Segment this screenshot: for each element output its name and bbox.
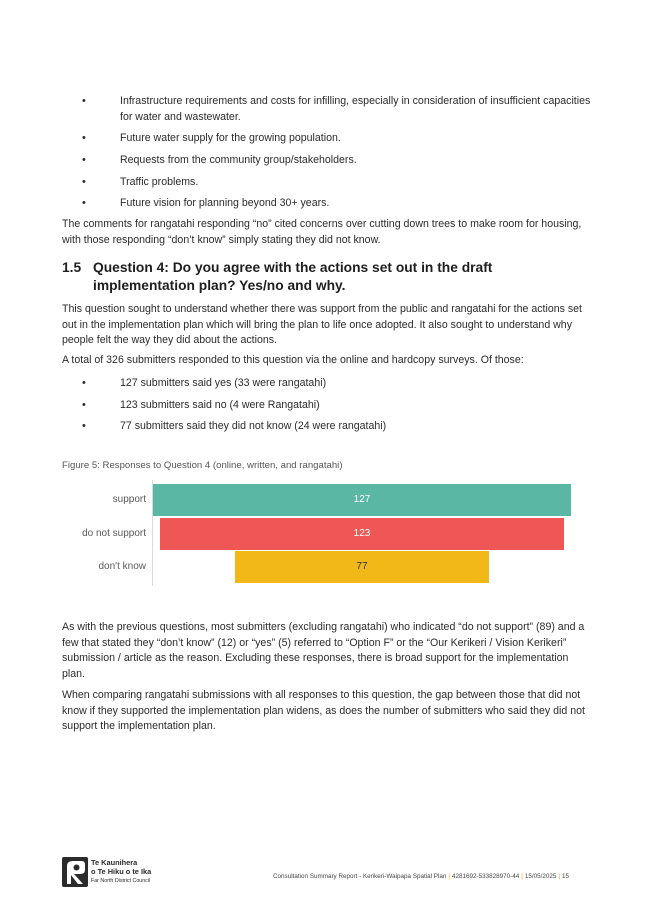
logo-line1: Te Kaunihera (91, 858, 138, 867)
figure-caption: Figure 5: Responses to Question 4 (online, written, and rangatahi) (62, 460, 343, 471)
list-item-text: 77 submitters said they did not know (24 were rangatahi) (120, 420, 387, 433)
top-bullet-list (62, 94, 592, 218)
list-item-text: Infrastructure requirements and costs for infilling, especially in consideration of insufficient capacities for water and wastewater. (120, 95, 591, 123)
rangatahi-paragraph: The comments for rangatahi responding “no” cited concerns over cutting down trees to make room for housing, with those responding “don’t know” simply stating they did not know. (62, 218, 582, 246)
logo-line3: Far North District Council (91, 878, 151, 884)
list-item-text: 127 submitters said yes (33 were rangatahi) (120, 377, 327, 389)
bar-don-t-know: 77 (235, 551, 488, 583)
section-heading (62, 259, 592, 295)
list-item (62, 376, 592, 392)
list-item-text: Requests from the community group/stakeholders. (120, 153, 357, 166)
list-item-text: 123 submitters said no (4 were Rangatahi) (120, 398, 320, 411)
footer-report-title: Consultation Summary Report - Kerikeri-Waipapa Spatial Plan (273, 873, 447, 880)
previous-questions-paragraph: As with the previous questions, most submitters (excluding rangatahi) who indicated “do not support” (89) and a few that stated they “don’t know” (12) or “yes” (5) referred to “Option F” or the “Our Kerikeri / Vision Kerikeri” submission / article as the reason. Excluding these responses, there is broad support for the implementation plan. (62, 621, 585, 680)
category-label: do not support (82, 527, 146, 539)
comparison-paragraph: When comparing rangatahi submissions with all responses to this question, the gap between those that did not know if they supported the implementation plan widens, as does the number of submitters who said they did not support the implementation plan. (62, 689, 585, 732)
bullet-icon: • (82, 175, 86, 188)
page-footer: Consultation Summary Report - Kerikeri-Waipapa Spatial Plan | 4281692-533828970-44 | 15/05/2025 | 15 (273, 873, 570, 880)
bullet-icon: • (82, 132, 86, 145)
list-item (62, 94, 592, 125)
footer-page-number: 15 (562, 873, 570, 880)
section-number: 1.5 (62, 260, 82, 275)
list-item-text: Traffic problems. (120, 175, 199, 188)
bullet-icon: • (82, 197, 86, 210)
list-item (62, 153, 592, 169)
logo-line2: o Te Hiku o te Ika (91, 867, 152, 876)
bullet-icon: • (82, 398, 86, 411)
list-item (62, 196, 592, 212)
section-title: Question 4: Do you agree with the actions set out in the draft implementation plan? Yes/no and why. (93, 260, 493, 293)
bar-chart (62, 480, 582, 590)
bullet-icon: • (82, 420, 86, 433)
footer-doc-id: 4281692-533828970-44 (452, 873, 520, 880)
list-item (62, 419, 592, 435)
bar-support: 127 (153, 484, 571, 516)
bullet-icon: • (82, 153, 86, 166)
bullet-icon: • (82, 377, 86, 389)
bar-do-not-support: 123 (160, 518, 565, 550)
footer-date: 15/05/2025 (524, 873, 557, 880)
intro-paragraph: This question sought to understand whether there was support from the public and rangatahi for the actions set out in the implementation plan which will bring the plan to life once adopted. It also sought to understand why people felt the way they did about the actions. (62, 303, 582, 346)
category-label: don't know (98, 561, 146, 572)
list-item (62, 175, 592, 191)
bullet-icon: • (82, 95, 86, 107)
response-bullet-list (62, 376, 592, 441)
list-item-text: Future water supply for the growing population. (120, 132, 341, 145)
list-item-text: Future vision for planning beyond 30+ years. (120, 197, 330, 210)
list-item (62, 398, 592, 414)
category-label: support (112, 494, 146, 505)
council-logo (62, 856, 152, 888)
total-paragraph: A total of 326 submitters responded to this question via the online and hardcopy surveys. Of those: (62, 354, 524, 366)
list-item (62, 131, 592, 147)
